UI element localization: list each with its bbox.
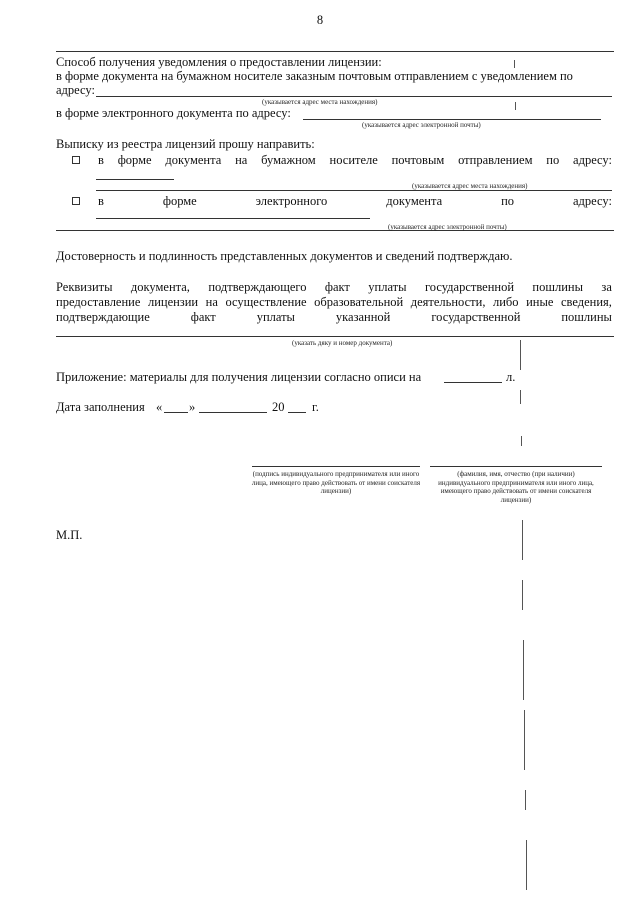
word: электронного	[255, 194, 328, 208]
extract-heading: Выписку из реестра лицензий прошу направить:	[56, 137, 315, 151]
date-year-suffix: г.	[312, 400, 319, 414]
date-open-quote: «	[156, 400, 163, 414]
scan-mark	[526, 840, 527, 890]
requisites-line-3	[56, 310, 612, 324]
scan-mark	[522, 580, 523, 610]
notification-paper-address-label: адресу:	[56, 83, 95, 97]
extract-electronic-field-short[interactable]	[96, 218, 370, 219]
extract-electronic-field[interactable]	[56, 230, 614, 231]
word: форме	[162, 194, 197, 208]
notification-paper-hint: (указывается адрес места нахождения)	[262, 98, 378, 106]
extract-paper-option-text	[98, 153, 612, 167]
extract-paper-address-field-short[interactable]	[96, 179, 174, 180]
word: по	[501, 194, 515, 208]
extract-electronic-hint: (указывается адрес электронной почты)	[388, 223, 507, 231]
signature-field[interactable]	[252, 466, 420, 467]
requisites-line-2	[56, 295, 612, 309]
word: либо	[493, 295, 519, 309]
notification-electronic-hint: (указывается адрес электронной почты)	[362, 121, 481, 129]
attachment-text: Приложение: материалы для получения лицензии согласно описи на	[56, 370, 422, 384]
date-day-field[interactable]	[164, 412, 188, 413]
extract-electronic-checkbox[interactable]	[72, 197, 80, 205]
word: иные	[526, 295, 554, 309]
word: факт	[190, 310, 216, 324]
notification-paper-line: в форме документа на бумажном носителе заказным почтовым отправлением с уведомлением по	[56, 69, 573, 83]
extract-paper-hint: (указывается адрес места нахождения)	[412, 182, 528, 190]
scan-mark	[520, 340, 521, 370]
word: документа	[386, 194, 443, 208]
date-month-field[interactable]	[199, 412, 267, 413]
word: документа,	[130, 280, 190, 294]
extract-electronic-option-text	[98, 194, 612, 208]
date-year-prefix: 20	[272, 400, 285, 414]
notification-electronic-label: в форме электронного документа по адресу:	[56, 106, 291, 120]
word: пошлины	[561, 310, 612, 324]
word: Реквизиты	[56, 280, 113, 294]
scan-mark	[524, 710, 525, 770]
confirmation-text: Достоверность и подлинность представленных документов и сведений подтверждаю.	[56, 249, 513, 263]
word: отправлением	[458, 153, 533, 167]
attachment-pages-field[interactable]	[444, 382, 502, 383]
date-label: Дата заполнения	[56, 400, 145, 414]
word: подтверждающие	[56, 310, 150, 324]
scan-mark	[520, 390, 521, 404]
scan-mark	[523, 640, 524, 700]
page-number: 8	[316, 13, 324, 27]
word: адресу:	[573, 153, 612, 167]
word: уплаты	[256, 310, 295, 324]
word: носителе	[329, 153, 378, 167]
scan-mark	[522, 520, 523, 560]
full-name-hint: (фамилия, имя, отчество (при наличии) индивидуального предпринимателя или иного лица, имеющего право действовать от имени соискателя лицензии)	[438, 470, 594, 504]
requisites-field[interactable]	[56, 336, 614, 337]
word: деятельности,	[410, 295, 486, 309]
notification-heading: Способ получения уведомления о предоставлении лицензии:	[56, 55, 382, 69]
word: по	[546, 153, 560, 167]
word: сведения,	[560, 295, 612, 309]
word: государственной	[431, 310, 521, 324]
full-name-field[interactable]	[430, 466, 602, 467]
word: указанной	[335, 310, 391, 324]
extract-paper-checkbox[interactable]	[72, 156, 80, 164]
word: образовательной	[314, 295, 404, 309]
word: государственной	[424, 280, 515, 294]
date-close-quote: »	[189, 400, 196, 414]
word: на	[205, 295, 218, 309]
word: в	[98, 153, 104, 167]
top-rule	[56, 51, 614, 52]
word: почтовым	[391, 153, 445, 167]
word: на	[235, 153, 248, 167]
scan-mark	[515, 102, 516, 110]
signature-hint: (подпись индивидуального предпринимателя или иного лица, имеющего право действовать от имени соискателя лицензии)	[251, 470, 421, 495]
requisites-hint: (указать дяку и номер документа)	[292, 339, 393, 347]
stamp-placeholder: М.П.	[56, 528, 83, 542]
word: предоставление	[56, 295, 141, 309]
attachment-suffix: л.	[506, 370, 516, 384]
word: факт	[324, 280, 350, 294]
word: адресу:	[572, 194, 612, 208]
word: лицензии	[147, 295, 199, 309]
notification-electronic-field[interactable]	[303, 119, 601, 120]
extract-paper-address-field[interactable]	[96, 190, 612, 191]
word: осуществление	[225, 295, 307, 309]
word: за	[601, 280, 612, 294]
word: в	[98, 194, 104, 208]
word: форме	[117, 153, 152, 167]
word: бумажном	[261, 153, 316, 167]
requisites-line-1	[56, 280, 612, 294]
scan-mark	[514, 60, 515, 68]
word: подтверждающего	[208, 280, 307, 294]
notification-paper-address-field[interactable]	[96, 96, 612, 97]
word: уплаты	[368, 280, 407, 294]
date-year-field[interactable]	[288, 412, 306, 413]
word: пошлины	[532, 280, 584, 294]
word: документа	[165, 153, 222, 167]
scan-mark	[525, 790, 526, 810]
scan-mark	[521, 436, 522, 446]
